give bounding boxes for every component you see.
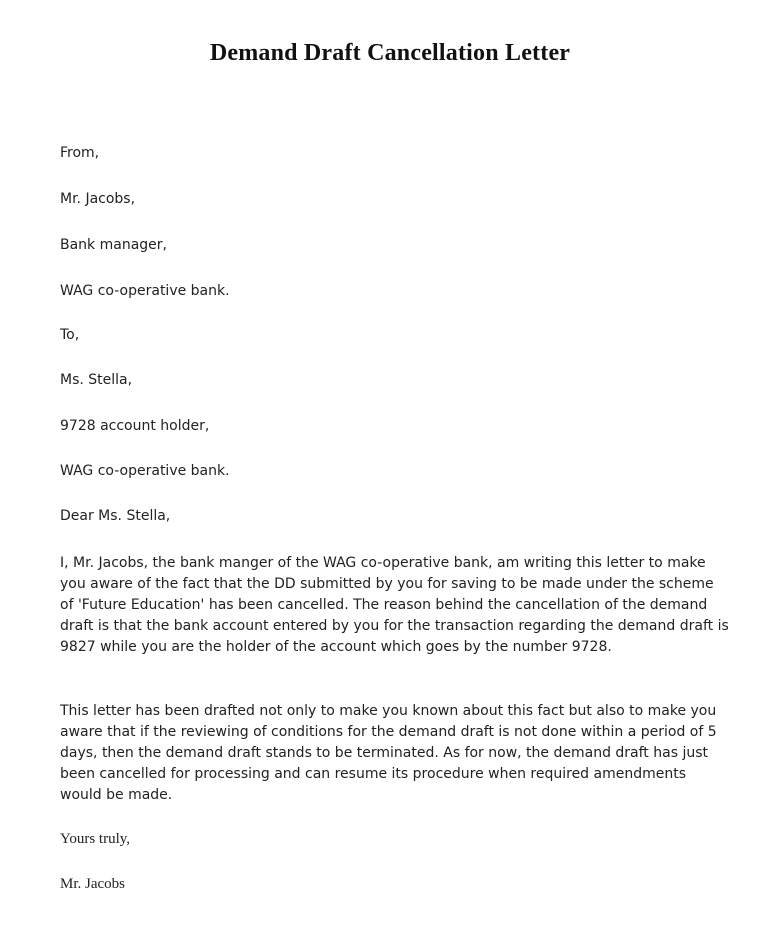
- salutation: Dear Ms. Stella,: [60, 508, 171, 524]
- sender-bank: WAG co-operative bank.: [60, 283, 230, 299]
- letter-paragraph-1: I, Mr. Jacobs, the bank manger of the WAG co-operative bank, am writing this letter to make you aware of the fact that the DD submitted by you for saving to be made under the scheme of 'Future Education' has been cancelled. The reason behind the cancellation of the demand draft is that the bank account entered by you for the transaction regarding the demand draft is 9827 while you are the holder of the account which goes by the number 9728.: [60, 555, 729, 655]
- recipient-bank: WAG co-operative bank.: [60, 463, 230, 479]
- recipient-account: 9728 account holder,: [60, 418, 210, 434]
- closing: Yours truly,: [60, 831, 131, 847]
- recipient-name: Ms. Stella,: [60, 372, 133, 388]
- document-title: Demand Draft Cancellation Letter: [209, 40, 571, 66]
- letter-paragraph-2: This letter has been drafted not only to make you known about this fact but also to make you aware that if the reviewing of conditions for the demand draft is not done within a period of 5 days, then the demand draft stands to be terminated. As for now, the demand draft has just been cancelled for processing and can resume its procedure when required amendments would be made.: [60, 703, 717, 803]
- from-label: From,: [60, 145, 100, 161]
- sender-role: Bank manager,: [60, 237, 167, 253]
- signature: Mr. Jacobs: [60, 876, 125, 892]
- sender-name: Mr. Jacobs,: [60, 191, 136, 207]
- to-label: To,: [60, 327, 80, 343]
